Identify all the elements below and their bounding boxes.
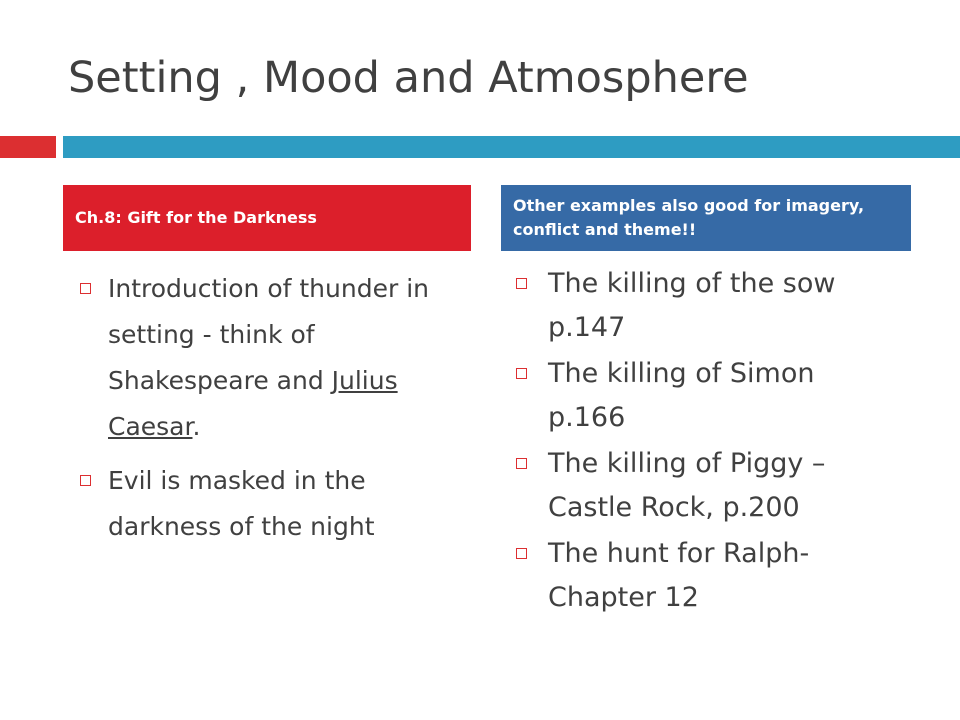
left-bullet-list xyxy=(80,266,440,558)
list-item xyxy=(516,262,896,350)
accent-bar-red xyxy=(0,136,56,158)
hollow-square-bullet-icon xyxy=(80,475,91,486)
hollow-square-bullet-icon xyxy=(516,458,527,469)
bullet-text: Evil is masked in the darkness of the night xyxy=(108,466,375,541)
bullet-text: The killing of Simon p.166 xyxy=(548,358,815,433)
slide-title: Setting , Mood and Atmosphere xyxy=(68,53,749,103)
right-column-header-text: Other examples also good for imagery, conflict and theme!! xyxy=(513,196,865,239)
bullet-text-part: . xyxy=(192,412,201,441)
hollow-square-bullet-icon xyxy=(80,283,91,294)
left-column-header-text: Ch.8: Gift for the Darkness xyxy=(75,208,317,227)
bullet-text-part: Introduction of thunder in setting - think of Shakespeare and xyxy=(108,274,429,395)
hollow-square-bullet-icon xyxy=(516,278,527,289)
list-item xyxy=(516,442,896,530)
accent-bar-teal xyxy=(63,136,960,158)
hollow-square-bullet-icon xyxy=(516,548,527,559)
bullet-text: The killing of the sow p.147 xyxy=(548,268,836,343)
list-item xyxy=(80,458,440,550)
right-bullet-list xyxy=(516,262,896,622)
list-item xyxy=(516,352,896,440)
list-item xyxy=(516,532,896,620)
right-column-header xyxy=(501,185,911,251)
list-item xyxy=(80,266,440,450)
bullet-text: The hunt for Ralph- Chapter 12 xyxy=(548,538,810,613)
left-column-header xyxy=(63,185,471,251)
bullet-text-underlined: Julius Caesar xyxy=(108,366,398,441)
bullet-text: The killing of Piggy – Castle Rock, p.200 xyxy=(548,448,826,523)
hollow-square-bullet-icon xyxy=(516,368,527,379)
